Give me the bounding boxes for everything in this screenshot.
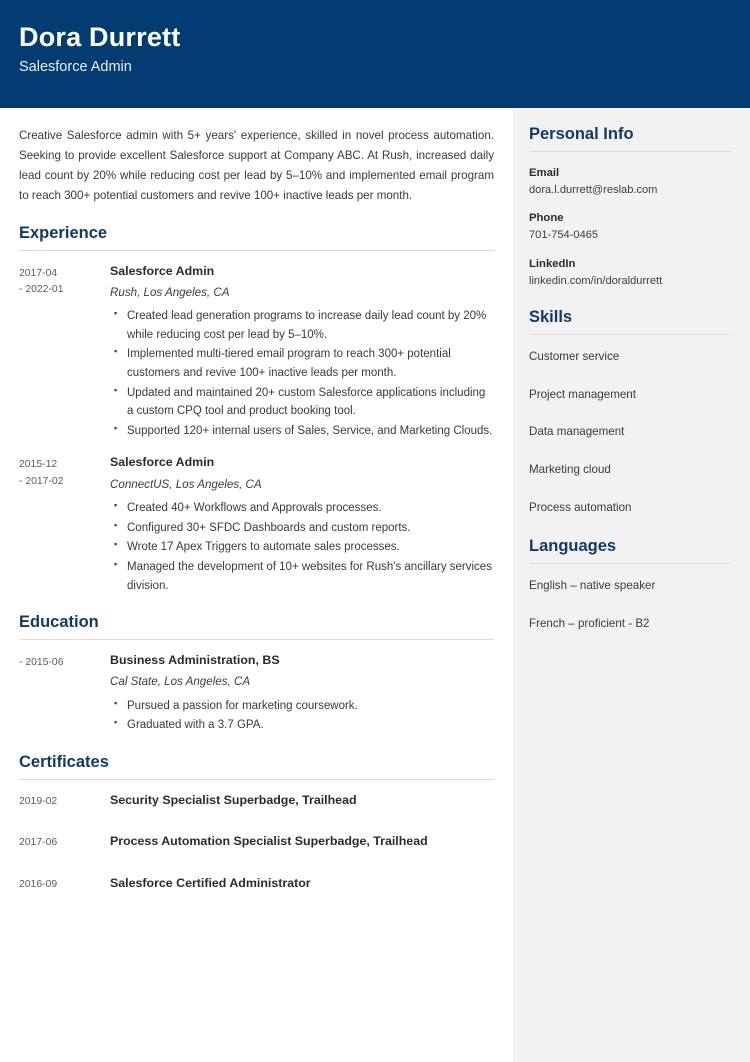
skill-item: Marketing cloud — [529, 463, 611, 477]
entry-organization: Rush, Los Angeles, CA — [110, 286, 230, 300]
entry-organization: ConnectUS, Los Angeles, CA — [110, 477, 262, 491]
entry-bullet: ▪ Updated and maintained 20+ custom Salesforce applications including a custom CPQ tool and product booking tool. — [127, 384, 494, 421]
entry-date-range — [19, 653, 107, 671]
certificate-title: Process Automation Specialist Superbadge, Trailhead — [110, 834, 428, 849]
certificate-title: Salesforce Certified Administrator — [110, 875, 311, 890]
language-item: French – proficient - B2 — [529, 616, 650, 630]
entry-date-line: - 2017-02 — [19, 475, 64, 487]
certificates-divider — [19, 779, 494, 780]
contact-items — [529, 166, 730, 289]
contact-label: LinkedIn — [529, 257, 576, 270]
skills-divider — [529, 334, 730, 335]
certificates-entries — [19, 793, 494, 893]
entry-date-range — [19, 264, 107, 298]
resume-header-banner — [0, 0, 750, 108]
certificate-entry — [19, 834, 494, 851]
contact-value[interactable]: 701-754-0465 — [529, 229, 599, 242]
entry-bullet: ▪ Created lead generation programs to increase daily lead count by 20% while reducing cost per lead by 5–10%. — [127, 307, 494, 344]
contact-label: Email — [529, 166, 560, 179]
sidebar-column — [513, 108, 750, 1062]
main-column — [0, 108, 513, 1062]
contact-item — [529, 211, 730, 243]
entry-bullet-list — [110, 499, 494, 595]
contact-label: Phone — [529, 212, 564, 225]
experience-entries — [19, 264, 494, 597]
experience-section — [19, 224, 494, 596]
entry-bullet: ▪ Implemented multi-tiered email program to reach 300+ potential customers and revive 100+ inactive leads per month. — [127, 345, 494, 382]
entry-date-line: 2015-12 — [19, 459, 58, 471]
experience-entry — [19, 264, 494, 442]
skills-heading: Skills — [529, 308, 573, 327]
personal-info-divider — [529, 151, 730, 152]
certificate-entry — [19, 793, 494, 810]
certificate-date: 2019-02 — [19, 795, 58, 807]
certificate-date: 2016-09 — [19, 878, 58, 890]
entry-date-line: - 2022-01 — [19, 283, 64, 295]
entry-body — [107, 455, 494, 596]
candidate-job-title: Salesforce Admin — [19, 59, 132, 76]
personal-info-heading: Personal Info — [529, 125, 634, 143]
certificate-date: 2017-06 — [19, 837, 58, 849]
entry-bullet: ▪ Wrote 17 Apex Triggers to automate sales processes. — [127, 538, 494, 557]
entry-date-line: - 2015-06 — [19, 656, 64, 668]
education-entries — [19, 653, 494, 736]
languages-divider — [529, 563, 730, 564]
languages-heading: Languages — [529, 537, 617, 556]
entry-organization: Cal State, Los Angeles, CA — [110, 675, 251, 689]
entry-title: Salesforce Admin — [110, 455, 215, 470]
skill-item: Data management — [529, 425, 625, 439]
entry-body — [107, 653, 494, 736]
certificates-heading: Certificates — [19, 752, 109, 771]
entry-bullet: ▪ Pursued a passion for marketing coursework. — [127, 697, 494, 716]
personal-info-section — [529, 125, 730, 288]
skill-item: Customer service — [529, 350, 620, 364]
contact-value[interactable]: linkedin.com/in/doraldurrett — [529, 274, 663, 287]
contact-item — [529, 257, 730, 289]
contact-item — [529, 166, 730, 198]
language-item: English – native speaker — [529, 579, 656, 593]
professional-summary: Creative Salesforce admin with 5+ years' experience, skilled in novel process automation. Seeking to provide excellent Salesforce support at Company ABC. At Rush, increased daily lead count by 20% while reducing cost per lead by 5–10% and implemented email program to reach 300+ potential customers and revive 100+ inactive leads per month. — [19, 129, 494, 202]
entry-date-line: 2017-04 — [19, 267, 58, 279]
entry-bullet: ▪ Graduated with a 3.7 GPA. — [127, 716, 494, 735]
contact-value[interactable]: dora.l.durrett@reslab.com — [529, 183, 658, 196]
skill-item: Project management — [529, 387, 636, 401]
entry-body — [107, 264, 494, 442]
entry-bullet: ▪ Configured 30+ SFDC Dashboards and custom reports. — [127, 519, 494, 538]
education-divider — [19, 639, 494, 640]
skills-list — [529, 349, 730, 515]
certificate-entry — [19, 876, 494, 893]
entry-title: Business Administration, BS — [110, 652, 280, 667]
experience-divider — [19, 250, 494, 251]
entry-title: Salesforce Admin — [110, 263, 215, 278]
experience-heading: Experience — [19, 223, 108, 242]
skill-item: Process automation — [529, 500, 632, 514]
experience-entry — [19, 455, 494, 596]
skills-section — [529, 308, 730, 515]
languages-section — [529, 537, 730, 631]
certificate-title: Security Specialist Superbadge, Trailhead — [110, 792, 357, 807]
resume-body — [0, 108, 750, 1062]
entry-bullet-list — [110, 307, 494, 440]
entry-bullet: ▪ Managed the development of 10+ websites for Rush's ancillary services division. — [127, 558, 494, 595]
entry-bullet-list — [110, 697, 494, 735]
entry-bullet: ▪ Created 40+ Workflows and Approvals processes. — [127, 499, 494, 518]
entry-bullet: ▪ Supported 120+ internal users of Sales, Service, and Marketing Clouds. — [127, 422, 494, 441]
entry-date-range — [19, 455, 107, 489]
languages-list — [529, 578, 730, 631]
experience-entry — [19, 653, 494, 736]
certificates-section — [19, 753, 494, 892]
education-section — [19, 613, 494, 736]
candidate-name: Dora Durrett — [19, 22, 181, 52]
education-heading: Education — [19, 613, 99, 632]
